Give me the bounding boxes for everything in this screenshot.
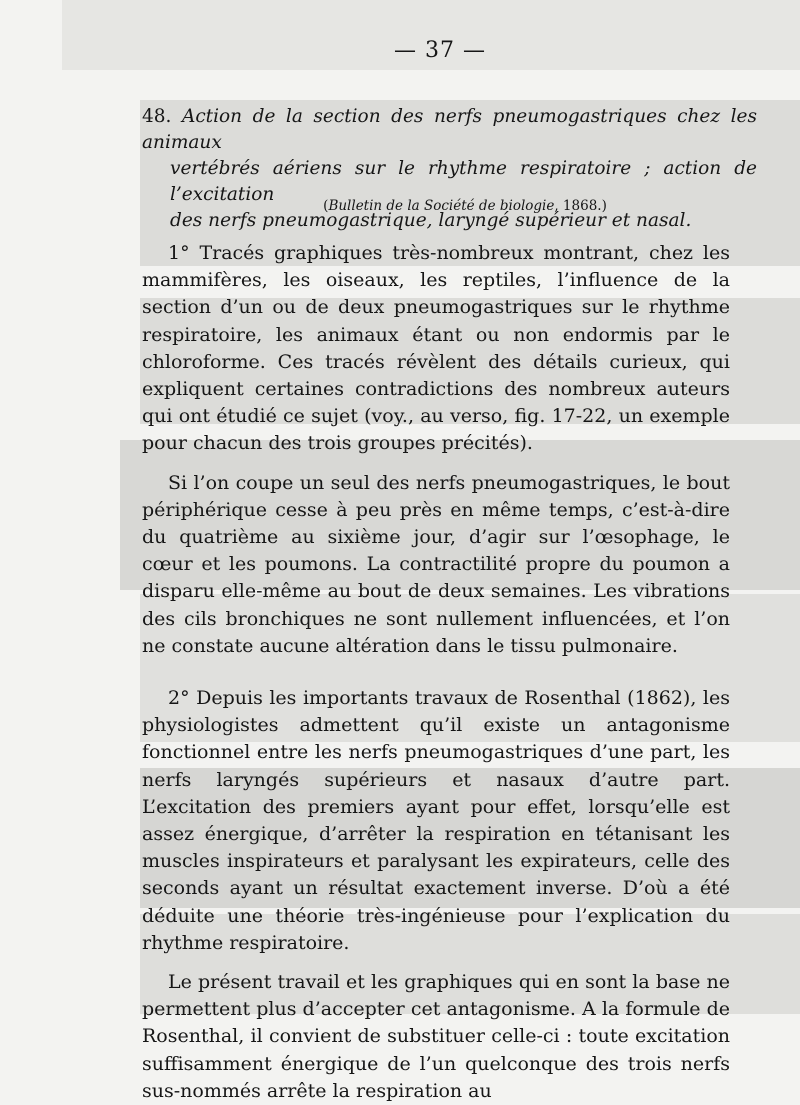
- body-text: [142, 240, 730, 1105]
- entry-number: 48.: [142, 106, 172, 127]
- paragraph: Si l’on coupe un seul des nerfs pneumogastriques, le bout périphérique cesse à peu près en même temps, c’est-à-dire du quatrième au sixième jour, d’agir sur l’œsophage, le cœur et les poumons. La contractilité propre du poumon a disparu elle-même au bout de deux semaines. Les vibrations des cils bronchiques ne sont nullement influencées, et l’on ne constate aucune altération dans le tissu pulmonaire.: [142, 471, 730, 657]
- entry-title: [142, 104, 757, 234]
- source-open: (: [323, 198, 329, 214]
- paragraph: 1° Tracés graphiques très-nombreux montrant, chez les mammifères, les oiseaux, les reptiles, l’influence de la section d’un ou de deux pneumogastriques sur le rhythme respiratoire, les animaux étant ou non endormis par le chloroforme. Ces tracés révèlent des détails curieux, qui expliquent certaines contradictions des nombreux auteurs qui ont étudié ce sujet (voy., au verso, fig. 17-22, un exemple pour chacun des trois groupes précités).: [142, 242, 730, 455]
- page-number: — 37 —: [394, 38, 486, 63]
- entry-title-line: vertébrés aériens sur le rhythme respiratoire ; action de l’excitation: [170, 158, 757, 205]
- entry-title-line: [142, 104, 757, 156]
- paragraph: Le présent travail et les graphiques qui en sont la base ne permettent plus d’accepter cet antagonisme. A la formule de Rosenthal, il convient de substituer celle-ci : toute excitation suffisamment énergique de l’un quelconque des trois nerfs sus-nommés arrête la respiration au: [142, 971, 730, 1102]
- paragraph: 2° Depuis les importants travaux de Rosenthal (1862), les physiologistes admettent qu’il existe un antagonisme fonctionnel entre les nerfs pneumogastriques d’une part, les nerfs laryngés supérieurs et nasaux d’autre part. L’excitation des premiers ayant pour effet, lorsqu’elle est assez énergique, d’arrêter la respiration en tétanisant les muscles inspirateurs et paralysant les expirateurs, celle des seconds ayant un résultat exactement inverse. D’où a été déduite une théorie très-ingénieuse pour l’explication du rhythme respiratoire.: [142, 687, 730, 954]
- source-journal: Bulletin de la Société de biologie: [328, 198, 555, 214]
- entry-title-line: des nerfs pneumogastrique, laryngé supérieur et nasal.: [170, 210, 692, 231]
- entry-title-text: Action de la section des nerfs pneumogastriques chez les animaux: [142, 106, 757, 153]
- source-year: , 1868.): [554, 198, 607, 214]
- source-citation: [300, 198, 630, 214]
